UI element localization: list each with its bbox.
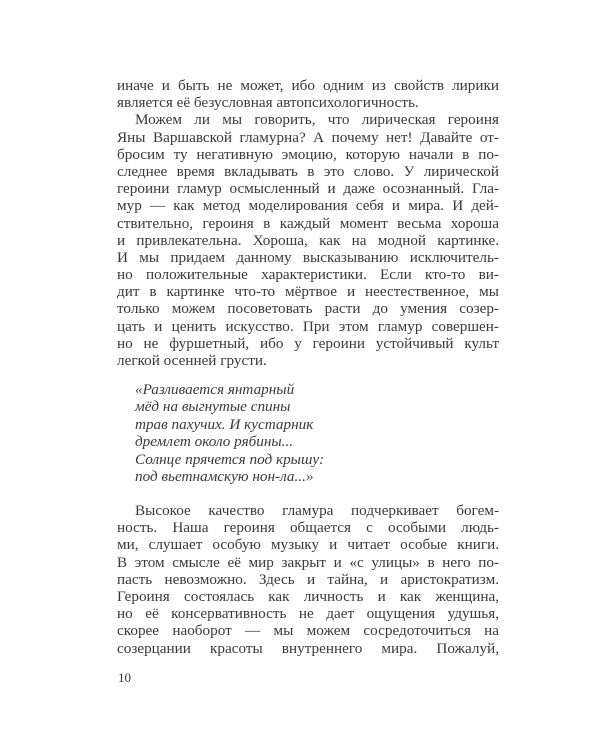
text-line: следнее время вкладывать в это слово. У лирической [117, 162, 499, 180]
text-line: но не фуршетный, ибо у героини устойчивый культ [117, 334, 499, 352]
text-block-bottom [117, 502, 499, 657]
poem-line: Солнце прячется под крышу: [135, 450, 325, 468]
text-line: Высокое качество гламура подчеркивает богем- [135, 502, 499, 519]
text-line: Яны Варшавской гламурна? А почему нет! Давайте от- [117, 128, 499, 146]
poem-line: под вьетнамскую нон-ла...» [135, 467, 314, 485]
text-line: ствительно, героиня в каждый момент весьма хороша [117, 214, 499, 232]
text-line: и привлекательна. Хороша, как на модной картинке. [117, 231, 499, 249]
text-line: бросим ту негативную эмоцию, которую начали в по- [117, 145, 499, 163]
text-line: только можем посоветовать расти до умения созер- [117, 300, 499, 318]
text-line: Можем ли мы говорить, что лирическая героиня [135, 111, 499, 129]
page-number: 10 [118, 670, 131, 685]
text-line: В этом смысле её мир закрыт и «с улицы» в него по- [117, 553, 499, 571]
poem-line: «Разливается янтарный [135, 381, 295, 398]
poem-line: трав пахучих. И кустарник [135, 415, 314, 433]
text-line: иначе и быть не может, ибо одним из свойств лирики [117, 77, 499, 94]
text-line: мур — как метод моделирования себя и мира. И дей- [117, 197, 499, 215]
text-line: но положительные характеристики. Если кто-то ви- [117, 266, 499, 284]
text-line: ми, слушает особую музыку и читает особые книги. [117, 536, 499, 554]
text-line: созерцании красоты внутреннего мира. Пожалуй, [117, 639, 499, 657]
poem-line: дремлет около рябины... [135, 433, 294, 451]
text-line: цать и ценить искусство. При этом гламур совершен- [117, 317, 499, 335]
text-line: Героиня состоялась как личность и как женщина, [117, 587, 499, 605]
text-line: является её безусловная автопсихологичность. [117, 94, 419, 112]
text-line: скорее наоборот — мы можем сосредоточиться на [117, 622, 499, 640]
text-line: дит в картинке что-то мёртвое и неестественное, мы [117, 283, 499, 301]
text-line: легкой осенней грусти. [117, 352, 267, 369]
poem-quote [135, 381, 455, 485]
text-line: героини гламур осмысленный и даже осознанный. Гла- [117, 180, 499, 198]
text-line: пасть невозможно. Здесь и тайна, и аристократизм. [117, 570, 499, 588]
text-block-top [117, 77, 499, 369]
poem-line: мёд на выгнутые спины [135, 398, 291, 416]
text-line: ность. Наша героиня общается с особыми людь- [117, 519, 499, 537]
text-line: но её консервативность не дает ощущения удушья, [117, 605, 499, 623]
text-line: И мы придаем данному высказыванию исключитель- [117, 248, 499, 266]
